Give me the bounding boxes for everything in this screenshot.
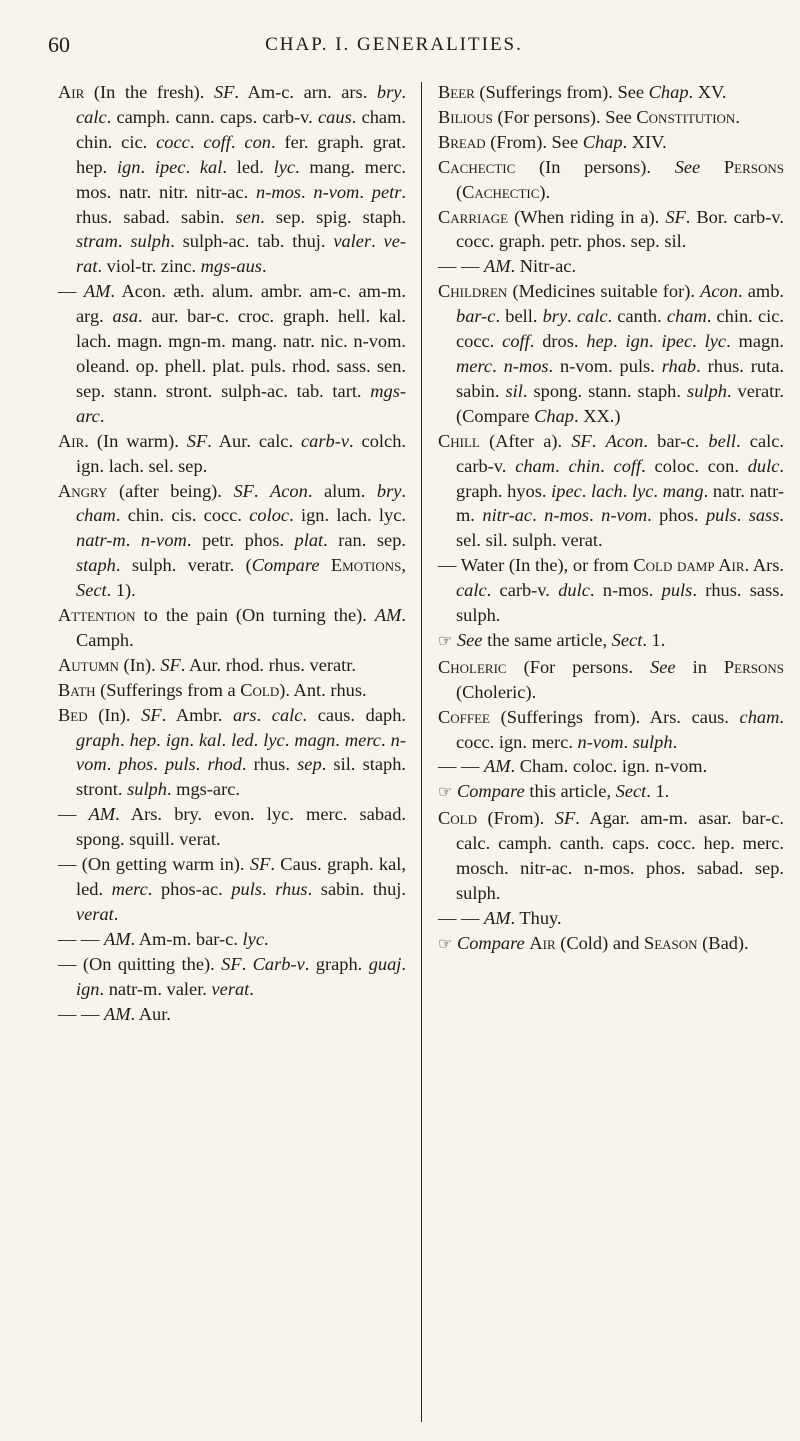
- index-entry: — — AM. Nitr-ac.: [438, 256, 577, 277]
- index-entry: — Water (In the), or from Cold damp Air. Ars. calc. carb-v. dulc. n-mos. puls. rhus. sass. sulph.: [438, 555, 784, 626]
- index-entry: Cachectic (In persons). See Persons (Cachectic).: [438, 156, 784, 202]
- index-entry: Bath (Sufferings from a Cold). Ant. rhus.: [58, 679, 367, 700]
- index-entry: Bread (From). See Chap. XIV.: [438, 131, 667, 152]
- index-entry: Chill (After a). SF. Acon. bar-c. bell. calc. carb-v. cham. chin. coff. coloc. con. dulc. graph. hyos. ipec. lach. lyc. mang. natr. natr-m. nitr-ac. n-mos. n-vom. phos. puls. sass. sel. sil. sulph. verat.: [438, 430, 785, 551]
- index-entry: — — AM. Aur.: [58, 1003, 171, 1024]
- index-entry: Air (In the fresh). SF. Am-c. arn. ars. bry. calc. camph. cann. caps. carb-v. caus. cham. chin. cic. cocc. coff. con. fer. graph. grat. hep. ign. ipec. kal. led. lyc. mang. merc. mos. natr. nitr. nitr-ac. n-mos. n-vom. petr. rhus. sabad. sabin. sen. sep. spig. staph. stram. sulph. sulph-ac. tab. thuj. valer. ve-rat. viol-tr. zinc. mgs-aus.: [58, 82, 406, 277]
- page-header: [48, 30, 740, 60]
- index-entry: Carriage (When riding in a). SF. Bor. carb-v. cocc. graph. petr. phos. sep. sil.: [438, 206, 784, 252]
- index-entry: Bilious (For persons). See Constitution.: [438, 106, 740, 127]
- running-title: CHAP. I. GENERALITIES.: [265, 34, 523, 55]
- index-entry: Cold (From). SF. Agar. am-m. asar. bar-c. calc. camph. canth. caps. cocc. hep. merc. mosch. nitr-ac. n-mos. phos. sabad. sep. sulph.: [438, 808, 784, 903]
- index-entry: ☞ See the same article, Sect. 1.: [438, 629, 666, 650]
- index-entry: — AM. Ars. bry. evon. lyc. merc. sabad. spong. squill. verat.: [58, 804, 406, 850]
- index-entry: ☞ Compare this article, Sect. 1.: [438, 781, 670, 802]
- index-entry: — — AM. Cham. coloc. ign. n-vom.: [438, 756, 708, 777]
- column-divider: [421, 82, 422, 1422]
- index-entry: — (On quitting the). SF. Carb-v. graph. guaj. ign. natr-m. valer. verat.: [58, 953, 407, 999]
- index-entry: Children (Medicines suitable for). Acon. amb. bar-c. bell. bry. calc. canth. cham. chin. cic. cocc. coff. dros. hep. ign. ipec. lyc. magn. merc. n-mos. n-vom. puls. rhab. rhus. ruta. sabin. sil. spong. stann. staph. sulph. veratr. (Compare Chap. XX.): [438, 281, 785, 426]
- index-entry: — — AM. Am-m. bar-c. lyc.: [58, 928, 269, 949]
- index-entry: — AM. Acon. æth. alum. ambr. am-c. am-m. arg. asa. aur. bar-c. croc. graph. hell. kal. lach. magn. mgn-m. mang. natr. nic. n-vom. oleand. op. phell. plat. puls. rhod. sass. sen. sep. stann. stront. sulph-ac. tab. tart. mgs-arc.: [58, 281, 406, 426]
- index-entry: — (On getting warm in). SF. Caus. graph. kal, led. merc. phos-ac. puls. rhus. sabin. thuj. verat.: [58, 854, 407, 924]
- index-entry: Attention to the pain (On turning the). AM. Camph.: [58, 605, 406, 650]
- page-number: 60: [48, 32, 70, 57]
- left-column: [58, 80, 406, 1026]
- right-column: [438, 80, 784, 958]
- index-entry: Coffee (Sufferings from). Ars. caus. cham. cocc. ign. merc. n-vom. sulph.: [438, 706, 784, 752]
- index-entry: ☞ Compare Air (Cold) and Season (Bad).: [438, 932, 749, 953]
- index-entry: Angry (after being). SF. Acon. alum. bry. cham. chin. cis. cocc. coloc. ign. lach. lyc. natr-m. n-vom. petr. phos. plat. ran. sep. staph. sulph. veratr. (Compare Emotions, Sect. 1).: [58, 480, 406, 601]
- index-entry: Air. (In warm). SF. Aur. calc. carb-v. colch. ign. lach. sel. sep.: [58, 430, 406, 476]
- index-entry: Autumn (In). SF. Aur. rhod. rhus. veratr.: [58, 654, 356, 675]
- index-entry: Beer (Sufferings from). See Chap. XV.: [438, 82, 727, 102]
- index-entry: Bed (In). SF. Ambr. ars. calc. caus. daph. graph. hep. ign. kal. led. lyc. magn. merc. n-vom. phos. puls. rhod. rhus. sep. sil. staph. stront. sulph. mgs-arc.: [58, 704, 407, 800]
- index-entry: Choleric (For persons. See in Persons (Choleric).: [438, 656, 784, 702]
- index-entry: — — AM. Thuy.: [438, 907, 562, 928]
